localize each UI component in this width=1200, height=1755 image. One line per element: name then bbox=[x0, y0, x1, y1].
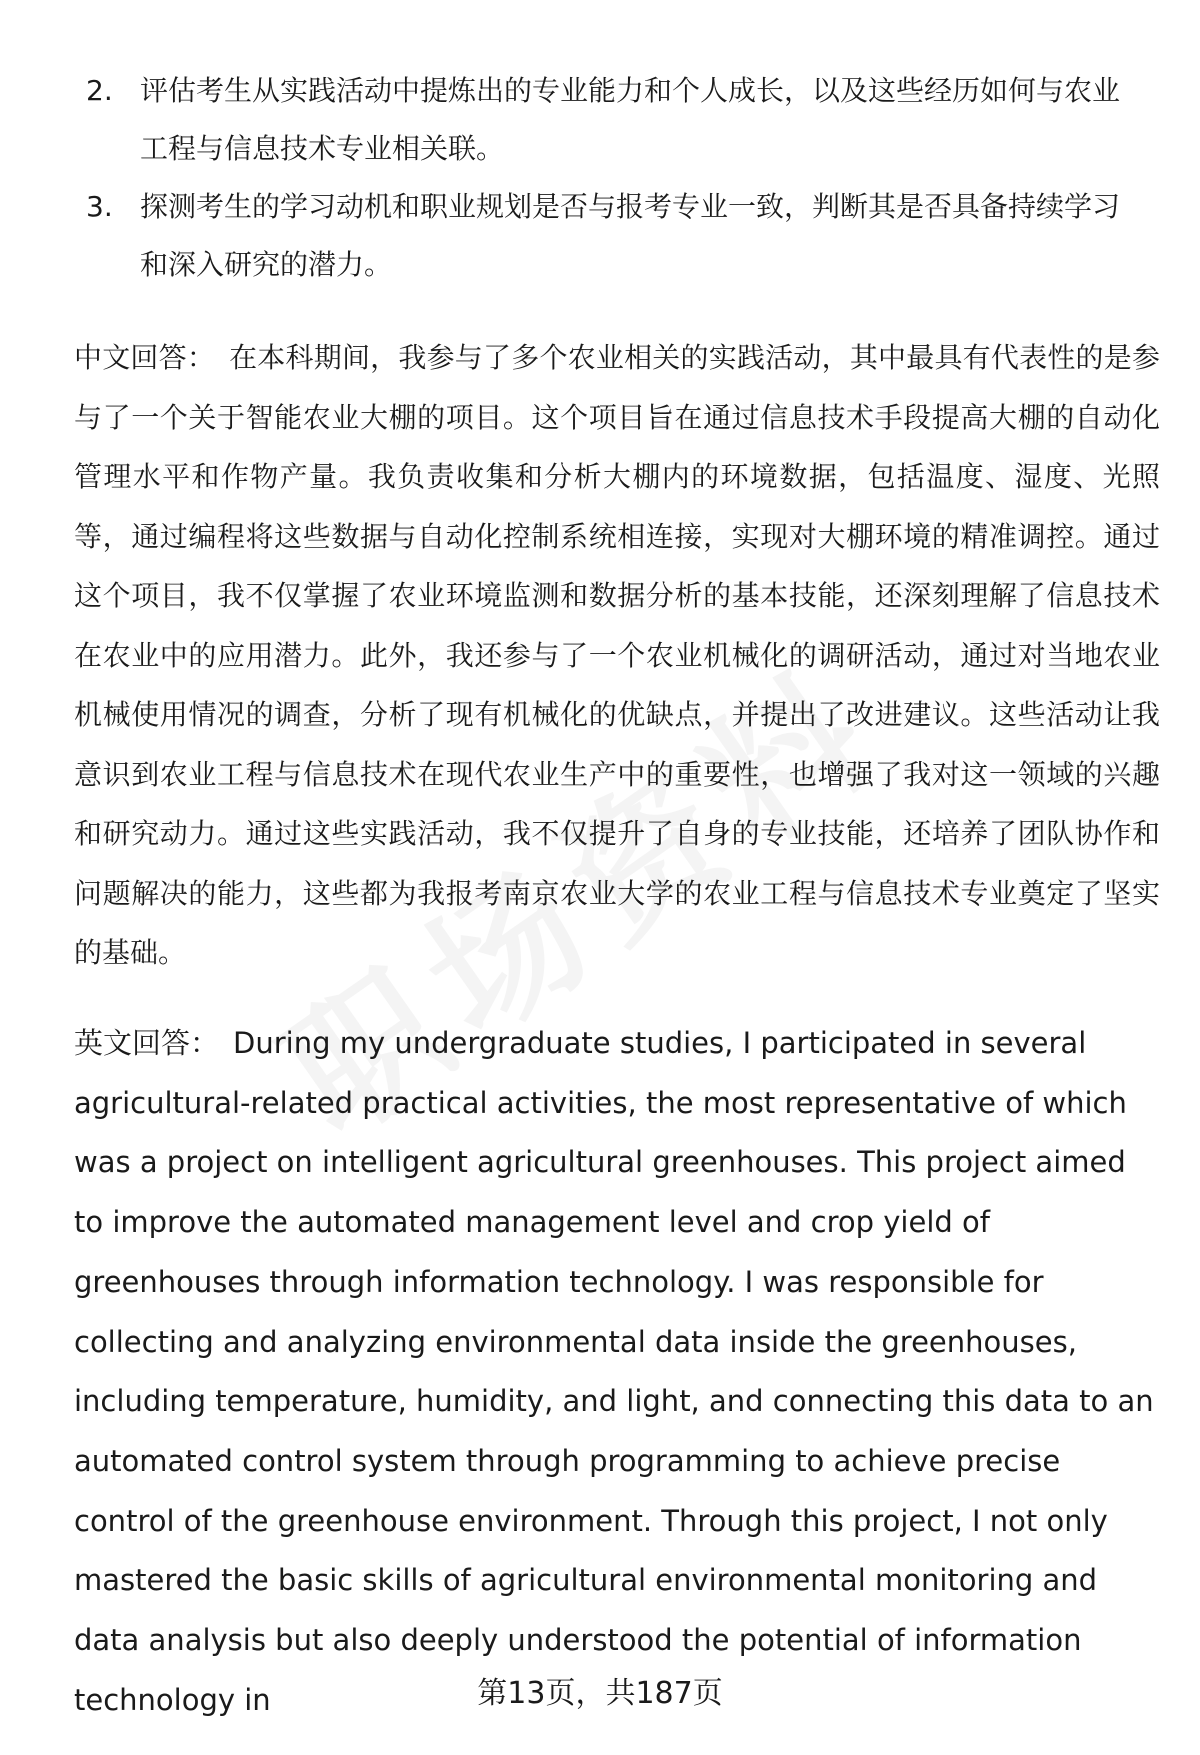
list-number: 2. bbox=[86, 74, 113, 107]
chinese-answer-text: 在本科期间，我参与了多个农业相关的实践活动，其中最具有代表性的是参与了一个关于智能农业大棚的项目。这个项目旨在通过信息技术手段提高大棚的自动化管理水平和作物产量。我负责收集和分析大棚内的环境数据，包括温度、湿度、光照等，通过编程将这些数据与自动化控制系统相连接，实现对大棚环境的精准调控。通过这个项目，我不仅掌握了农业环境监测和数据分析的基本技能，还深刻理解了信息技术在农业中的应用潜力。此外，我还参与了一个农业机械化的调研活动，通过对当地农业机械使用情况的调查，分析了现有机械化的优缺点，并提出了改进建议。这些活动让我意识到农业工程与信息技术在现代农业生产中的重要性，也增强了我对这一领域的兴趣和研究动力。通过这些实践活动，我不仅提升了自身的专业技能，还培养了团队协作和问题解决的能力，这些都为我报考南京农业大学的农业工程与信息技术专业奠定了坚实的基础。 bbox=[74, 341, 1160, 969]
chinese-answer-label: 中文回答： bbox=[74, 341, 216, 374]
list-text: 评估考生从实践活动中提炼出的专业能力和个人成长，以及这些经历如何与农业工程与信息技术专业相关联。 bbox=[140, 74, 1121, 165]
english-answer-text: During my undergraduate studies, I participated in several agricultural-related practical activities, the most representative of which was a project on intelligent agricultural greenhouses. This project aimed to improve the automated management level and crop yield of greenhouses through information technology. I was responsible for collecting and analyzing environmental data inside the greenhouses, including temperature, humidity, and light, and connecting this data to an automated control system through programming to achieve precise control of the greenhouse environment. Through this project, I not only mastered the basic skills of agricultural environmental monitoring and data analysis but also deeply understood the potential of information technology in bbox=[74, 1026, 1154, 1717]
list-item bbox=[74, 178, 1154, 294]
english-answer-label: 英文回答： bbox=[74, 1026, 220, 1060]
list-item bbox=[74, 62, 1154, 178]
list-number: 3. bbox=[86, 190, 113, 223]
numbered-list bbox=[74, 62, 1154, 294]
chinese-answer-paragraph bbox=[74, 328, 1160, 983]
list-text: 探测考生的学习动机和职业规划是否与报考专业一致，判断其是否具备持续学习和深入研究的潜力。 bbox=[140, 190, 1121, 281]
page-number-footer: 第13页，共187页 bbox=[477, 1676, 723, 1711]
english-answer-paragraph bbox=[74, 1014, 1160, 1730]
